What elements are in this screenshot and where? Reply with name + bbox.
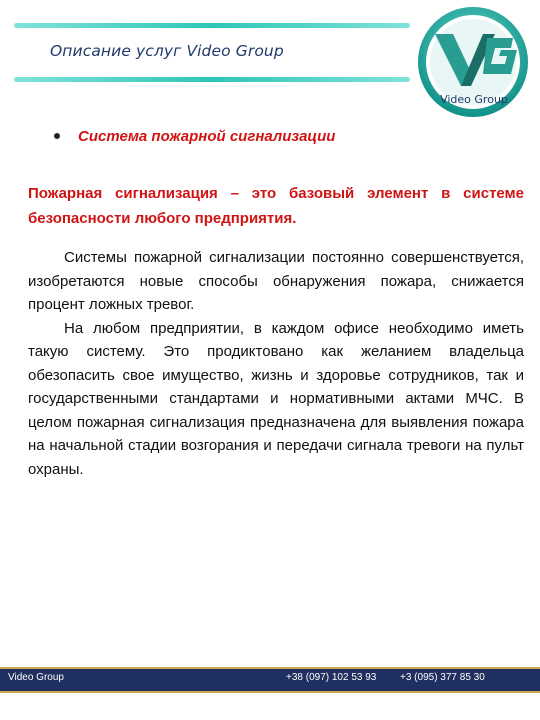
footer-company: Video Group <box>8 672 64 683</box>
section-heading: Система пожарной сигнализации <box>78 128 336 145</box>
body-text <box>28 246 524 481</box>
footer-phone-2: +3 (095) 377 85 30 <box>400 672 485 683</box>
lead-paragraph: Пожарная сигнализация – это базовый элемент в системе безопасности любого предприятия. <box>28 185 524 227</box>
header-divider-top <box>14 23 410 28</box>
logo-caption: Video Group <box>440 93 508 106</box>
body-paragraph-1: Системы пожарной сигнализации постоянно совершенствуется, изобретаются новые способы обнаружения пожара, снижается процент ложных тревог. <box>28 249 524 313</box>
video-group-logo <box>413 4 533 124</box>
page-title: Описание услуг Video Group <box>50 42 284 60</box>
footer-bar <box>0 667 540 693</box>
body-paragraph-2: На любом предприятии, в каждом офисе необходимо иметь такую систему. Это продиктовано как желанием владельца обезопасить свое имущество, жизнь и здоровье сотрудников, так и государственными стандартами и нормативными актами МЧС. В целом пожарная сигнализация предназначена для выявления пожара на начальной стадии возгорания и передачи сигнала тревоги на пульт охраны. <box>28 319 524 478</box>
header-divider-bottom <box>14 77 410 82</box>
footer-phone-1: +38 (097) 102 53 93 <box>286 672 377 683</box>
bullet-icon <box>54 133 60 139</box>
